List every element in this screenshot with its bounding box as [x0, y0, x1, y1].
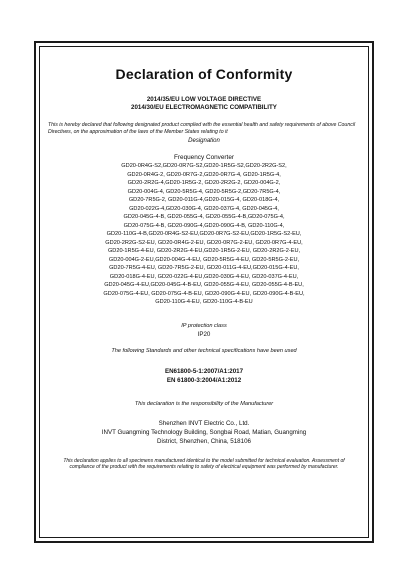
- ip-class-value: IP20: [197, 330, 211, 338]
- manufacturer-name: Shenzhen INVT Electric Co., Ltd.: [158, 419, 250, 427]
- model-line: GD20-004G-4, GD20-5R5G-4, GD20-5R5G-2,GD20-7R5G-4,: [127, 188, 281, 195]
- model-line: GD20-075G-4-EU, GD20-075G-4-B-EU, GD20-090G-4-EU, GD20-090G-4-B-EU,: [103, 290, 305, 297]
- model-line: GD20-110G-4-B,GD20-0R4G-S2-EU,GD20-0R7G-S2-EU,GD20-1R5G-S2-EU,: [106, 231, 302, 237]
- directive-line: 2014/30/EU ELECTROMAGNETIC COMPATIBILITY: [131, 104, 277, 111]
- standard-line: EN61800-5-1:2007/A1:2017: [164, 367, 244, 375]
- model-line: GD20-2R2G-S2-EU, GD20-0R4G-2-EU, GD20-0R7G-2-EU, GD20-0R7G-4-EU,: [105, 239, 303, 246]
- directive-line: 2014/35/EU LOW VOLTAGE DIRECTIVE: [146, 96, 262, 103]
- designation-label: Designation: [188, 138, 220, 144]
- model-line: GD20-0R4G-2, GD20-0R7G-2,GD20-0R7G-4, GD20-1R5G-4,: [127, 171, 281, 178]
- model-line: GD20-045G-4-EU,GD20-045G-4-B-EU, GD20-055G-4-EU, GD20-055G-4-B-EU,: [104, 282, 304, 288]
- standards-intro: The following Standards and other technical specifications have been used: [111, 347, 297, 354]
- manufacturer-block: [44, 419, 364, 446]
- standards-list: [44, 367, 364, 385]
- responsibility-statement: This declaration is the responsibility of the Manufacturer: [134, 400, 274, 407]
- manufacturer-address-line: District, Shenzhen, China, 518106: [157, 437, 251, 445]
- model-line: GD20-110G-4-EU, GD20-110G-4-B-EU: [155, 299, 253, 305]
- model-list: [44, 162, 364, 307]
- model-line: GD20-2R2G-4,GD20-1R5G-2, GD20-2R2G-2, GD20-004G-2,: [127, 180, 281, 186]
- model-line: GD20-1R5G-4-EU, GD20-2R2G-4-EU,GD20-1R5G-2-EU, GD20-2R2G-2-EU,: [107, 248, 301, 254]
- directives-block: [44, 96, 364, 112]
- model-line: GD20-0R4G-S2,GD20-0R7G-S2,GD20-1R5G-S2,GD20-2R2G-S2,: [121, 163, 287, 169]
- model-line: GD20-075G-4-B, GD20-090G-4,GD20-090G-4-B, GD20-110G-4,: [123, 222, 285, 229]
- model-line: GD20-7R5G-2, GD20-011G-4,GD20-015G-4, GD20-018G-4,: [128, 197, 280, 203]
- standard-line: EN 61800-3:2004/A1:2012: [166, 376, 242, 384]
- product-type: Frequency Converter: [173, 154, 235, 161]
- document-content: [44, 62, 364, 471]
- model-line: GD20-018G-4-EU, GD20-022G-4-EU,GD20-030G-4-EU, GD20-037G-4-EU,: [109, 273, 299, 280]
- model-line: GD20-7R5G-4-EU, GD20-7R5G-2-EU, GD20-011G-4-EU,GD20-015G-4-EU,: [109, 265, 299, 271]
- declaration-footnote: This declaration applies to all specimens manufactured identical to the model submitted for technical evaluation. Assessment of compliance of the product with the requirements relating to safety of electrical equipment was performed by manufacturer.: [63, 457, 345, 471]
- manufacturer-address-line: INVT Guangming Technology Building, Songbai Road, Matian, Guangming: [101, 428, 307, 436]
- declaration-statement: This is hereby declared that following designated product complied with the essential health and safety requirements of above Council Directives, on the approximation of the laws of the Member States relating to it: [48, 122, 356, 135]
- document-title: Declaration of Conformity: [115, 66, 293, 82]
- model-line: GD20-022G-4,GD20-030G-4, GD20-037G-4, GD20-045G-4,: [129, 205, 279, 212]
- model-line: GD20-045G-4-B, GD20-055G-4, GD20-055G-4-B,GD20-075G-4,: [123, 214, 285, 220]
- model-line: GD20-004G-2-EU,GD20-004G-4-EU, GD20-5R5G-4-EU, GD20-5R5G-2-EU,: [108, 256, 300, 263]
- ip-class-label: IP protection class: [181, 322, 227, 329]
